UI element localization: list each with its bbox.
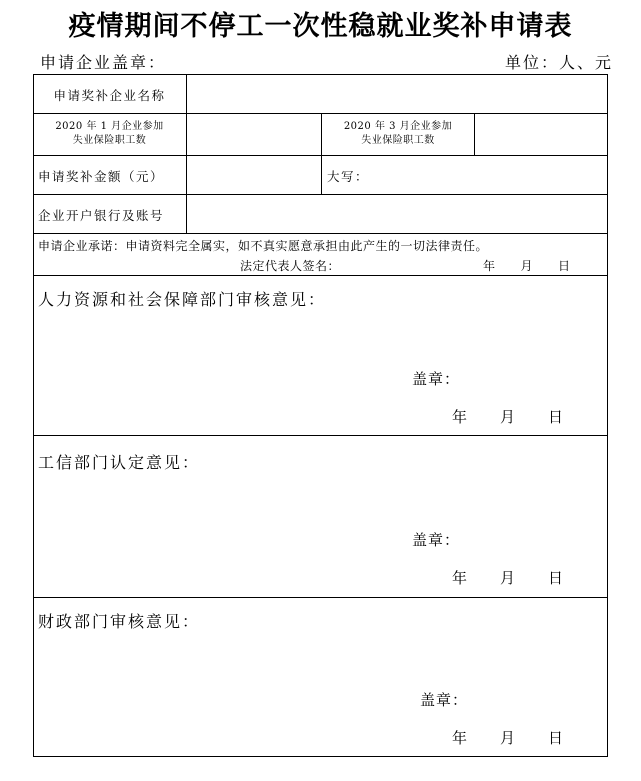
mar-employees-label (322, 120, 474, 148)
hr-opinion-title: 人力资源和社会保障部门审核意见： (38, 290, 327, 309)
row-divider (33, 435, 608, 436)
miit-opinion-title: 工信部门认定意见： (38, 453, 201, 472)
row-divider (33, 233, 608, 234)
jan-employees-label-line2: 失业保险职工数 (72, 135, 147, 146)
company-name-field[interactable] (187, 75, 607, 113)
row-divider (33, 597, 608, 598)
amount-field[interactable] (187, 156, 320, 194)
company-name-label: 申请奖补企业名称 (53, 88, 166, 103)
capital-amount-field[interactable] (370, 156, 607, 194)
jan-employees-field[interactable] (187, 114, 320, 155)
commitment-date: 年 月 日 (483, 259, 571, 273)
row-divider (33, 275, 608, 276)
legal-rep-signature-field[interactable] (350, 255, 475, 273)
finance-date: 年 月 日 (452, 729, 565, 747)
miit-date: 年 月 日 (452, 569, 565, 587)
miit-seal-label: 盖章： (412, 531, 461, 549)
mar-employees-field[interactable] (475, 114, 607, 155)
hr-seal-label: 盖章： (412, 370, 461, 388)
finance-opinion-field[interactable] (34, 635, 607, 685)
jan-employees-label-line1: 2020 年 1 月企业参加 (55, 121, 164, 132)
mar-employees-label-line1: 2020 年 3 月企业参加 (343, 121, 453, 132)
finance-seal-label: 盖章： (420, 691, 469, 709)
form-title: 疫情期间不停工一次性稳就业奖补申请表 (68, 11, 573, 42)
miit-opinion-field[interactable] (34, 475, 607, 525)
commitment-text: 申请企业承诺：申请资料完全属实，如不真实愿意承担由此产生的一切法律责任。 (38, 239, 489, 253)
hr-opinion-field[interactable] (34, 310, 607, 365)
unit-label: 单位：人、元 (504, 53, 613, 72)
hr-date: 年 月 日 (452, 408, 565, 426)
bank-account-label: 企业开户银行及账号 (38, 208, 165, 223)
legal-rep-label: 法定代表人签名： (240, 259, 341, 273)
jan-employees-label (33, 120, 186, 148)
bank-account-field[interactable] (187, 195, 607, 233)
finance-opinion-title: 财政部门审核意见： (38, 612, 201, 631)
capital-amount-label: 大写： (327, 169, 370, 184)
amount-label: 申请奖补金额（元） (38, 169, 165, 184)
mar-employees-label-line2: 失业保险职工数 (361, 135, 435, 146)
applicant-seal-label: 申请企业盖章： (40, 53, 167, 72)
